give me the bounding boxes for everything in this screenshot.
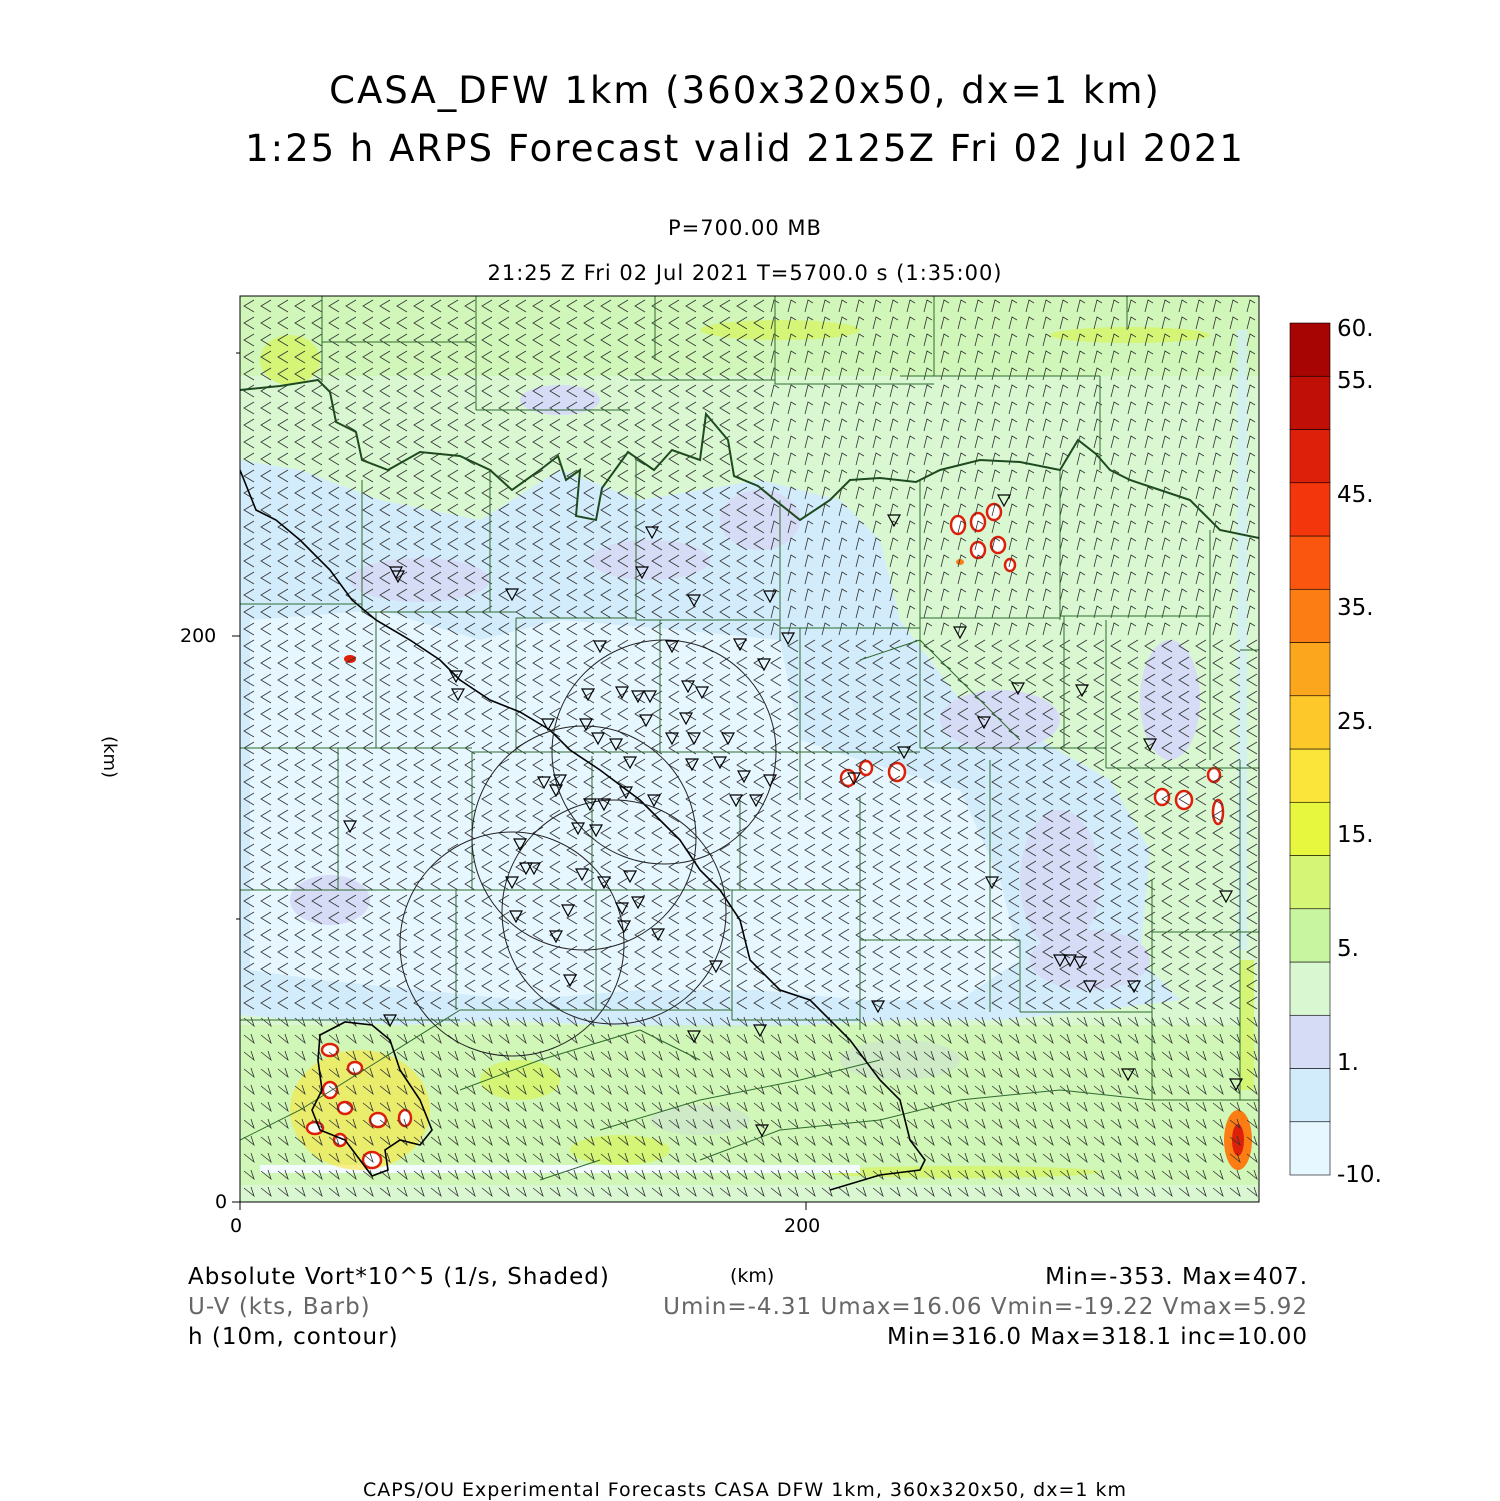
pressure-level: P=700.00 MB — [668, 216, 822, 240]
colorbar-label: -10. — [1337, 1162, 1382, 1188]
x-tick-200: 200 — [784, 1215, 821, 1237]
colorbar-label: 1. — [1337, 1050, 1359, 1076]
colorbar-label: 15. — [1337, 822, 1374, 848]
y-tick-0: 0 — [215, 1191, 228, 1213]
footer-credit: CAPS/OU Experimental Forecasts CASA DFW 1km, 360x320x50, dx=1 km — [362, 1479, 1128, 1501]
x-tick-0: 0 — [230, 1215, 243, 1237]
colorbar-segment — [1290, 856, 1330, 909]
colorbar-label: 35. — [1337, 595, 1374, 621]
valid-time: 21:25 Z Fri 02 Jul 2021 T=5700.0 s (1:35:00) — [487, 261, 1003, 285]
colorbar-segment — [1290, 536, 1330, 589]
y-tick-200: 200 — [180, 625, 217, 647]
colorbar-segment — [1290, 643, 1330, 696]
title-line-1: CASA_DFW 1km (360x320x50, dx=1 km) — [329, 69, 1161, 112]
legend-field-vorticity: Absolute Vort*10^5 (1/s, Shaded) — [188, 1264, 610, 1290]
colorbar-label: 45. — [1337, 482, 1374, 508]
colorbar-segment — [1290, 323, 1330, 376]
legend-height-stats: Min=316.0 Max=318.1 inc=10.00 — [887, 1324, 1308, 1350]
colorbar-segment — [1290, 430, 1330, 483]
legend-wind-stats: Umin=-4.31 Umax=16.06 Vmin=-19.22 Vmax=5.92 — [663, 1294, 1308, 1320]
colorbar-segment — [1290, 802, 1330, 855]
colorbar — [1290, 323, 1330, 1175]
colorbar-segment — [1290, 483, 1330, 536]
title-line-2: 1:25 h ARPS Forecast valid 2125Z Fri 02 Jul 2021 — [245, 127, 1245, 170]
colorbar-label: 60. — [1337, 316, 1374, 342]
colorbar-segment — [1290, 1122, 1330, 1175]
legend-field-height: h (10m, contour) — [188, 1324, 399, 1350]
colorbar-segment — [1290, 376, 1330, 429]
x-axis-label: (km) — [730, 1265, 775, 1287]
colorbar-label: 55. — [1337, 368, 1374, 394]
colorbar-segment — [1290, 589, 1330, 642]
colorbar-segment — [1290, 909, 1330, 962]
colorbar-label: 5. — [1337, 936, 1359, 962]
colorbar-segment — [1290, 1069, 1330, 1122]
colorbar-segment — [1290, 696, 1330, 749]
colorbar-segment — [1290, 1015, 1330, 1068]
legend-vorticity-stats: Min=-353. Max=407. — [1045, 1264, 1308, 1290]
y-axis-label: (km) — [99, 736, 120, 779]
colorbar-label: 25. — [1337, 709, 1374, 735]
colorbar-segment — [1290, 962, 1330, 1015]
legend-field-wind: U-V (kts, Barb) — [188, 1294, 371, 1320]
colorbar-segment — [1290, 749, 1330, 802]
